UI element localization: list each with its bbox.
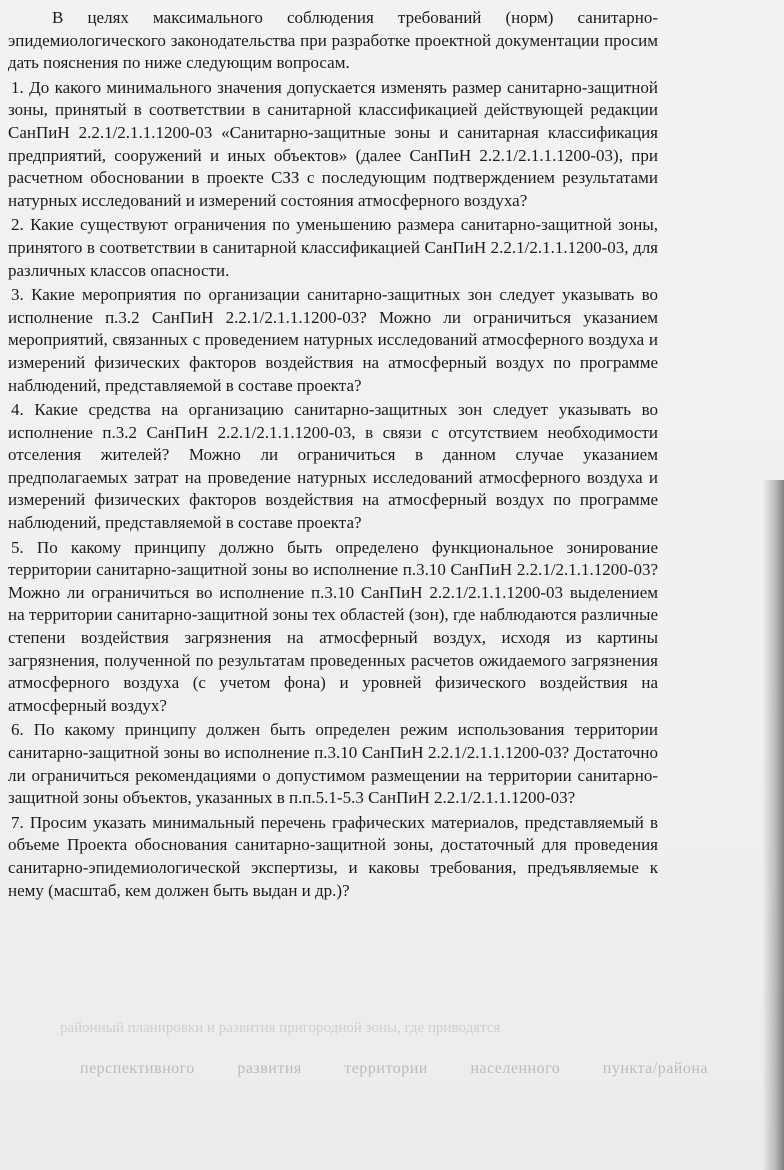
question-4: 4. Какие средства на организацию санитарно-защитных зон следует указывать во исполнение п.3.2 СанПиН 2.2.1/2.1.1.1200-03, в связи с отсутствием необходимости отселения жителей? Можно ли ограничиться в данном случае указанием предполагаемых затрат на проведение натурных исследований атмосферного воздуха и измерений физических факторов воздействия на атмосферный воздух по программе наблюдений, представляемой в составе проекта? (8, 400, 658, 533)
question-6: 6. По какому принципу должен быть определен режим использования территории санитарно-защитной зоны во исполнение п.3.10 СанПиН 2.2.1/2.1.1.1200-03? Достаточно ли ограничиться рекомендациями о допустимом размещении на территории санитарно-защитной зоны объектов, указанных в п.п.5.1-5.3 СанПиН 2.2.1/2.1.1.1200-03? (8, 720, 658, 808)
question-2: 2. Какие существуют ограничения по уменьшению размера санитарно-защитной зоны, принятого в соответствии в санитарной классификацией СанПиН 2.2.1/2.1.1.1200-03, для различных классов опасности. (8, 215, 658, 280)
question-1: 1. До какого минимального значения допускается изменять размер санитарно-защитной зоны, принятый в соответствии в санитарной классификацией действующей редакции СанПиН 2.2.1/2.1.1.1200-03 «Санитарно-защитные зоны и санитарная классификация предприятий, сооружений и иных объектов» (далее СанПиН 2.2.1/2.1.1.1200-03), при расчетном обосновании в проекте СЗЗ с последующим подтверждением результатами натурных исследований и измерений состояния атмосферного воздуха? (8, 77, 658, 210)
question-7: 7. Просим указать минимальный перечень графических материалов, представляемый в объеме Проекта обоснования санитарно-защитной зоны, достаточный для проведения санитарно-эпидемиологической экспертизы, и каковы требования, предъявляемые к нему (масштаб, кем должен быть выдан и др.)? (8, 812, 658, 900)
letter-body (8, 7, 658, 904)
question-3: 3. Какие мероприятия по организации санитарно-защитных зон следует указывать во исполнение п.3.2 СанПиН 2.2.1/2.1.1.1200-03? Можно ли ограничиться указанием мероприятий, связанных с проведением натурных исследований атмосферного воздуха и измерений физических факторов воздействия на атмосферный воздух по программе наблюдений, представляемой в составе проекта? (8, 285, 658, 395)
bleed-through-text: перспективного развития территории населенного пункта/района (80, 1060, 709, 1077)
question-5: 5. По какому принципу должно быть определено функциональное зонирование территории санитарно-защитной зоны во исполнение п.3.10 СанПиН 2.2.1/2.1.1.1200-03? Можно ли ограничиться во исполнение п.3.10 СанПиН 2.2.1/2.1.1.1200-03 выделением на территории санитарно-защитной зоны тех областей (зон), где наблюдаются различные степени воздействия загрязнения на атмосферный воздух, исходя из картины загрязнения, полученной по результатам проведенных расчетов ожидаемого загрязнения атмосферного воздуха (с учетом фона) и уровней физического воздействия на атмосферный воздух? (8, 537, 658, 715)
intro-paragraph: В целях максимального соблюдения требований (норм) санитарно-эпидемиологического законодательства при разработке проектной документации просим дать пояснения по ниже следующим вопросам. (8, 8, 658, 73)
bleed-through-text-upper: районный планировки и развития пригородной зоны, где приводятся (60, 1020, 501, 1036)
scan-edge-shadow (762, 480, 784, 1170)
